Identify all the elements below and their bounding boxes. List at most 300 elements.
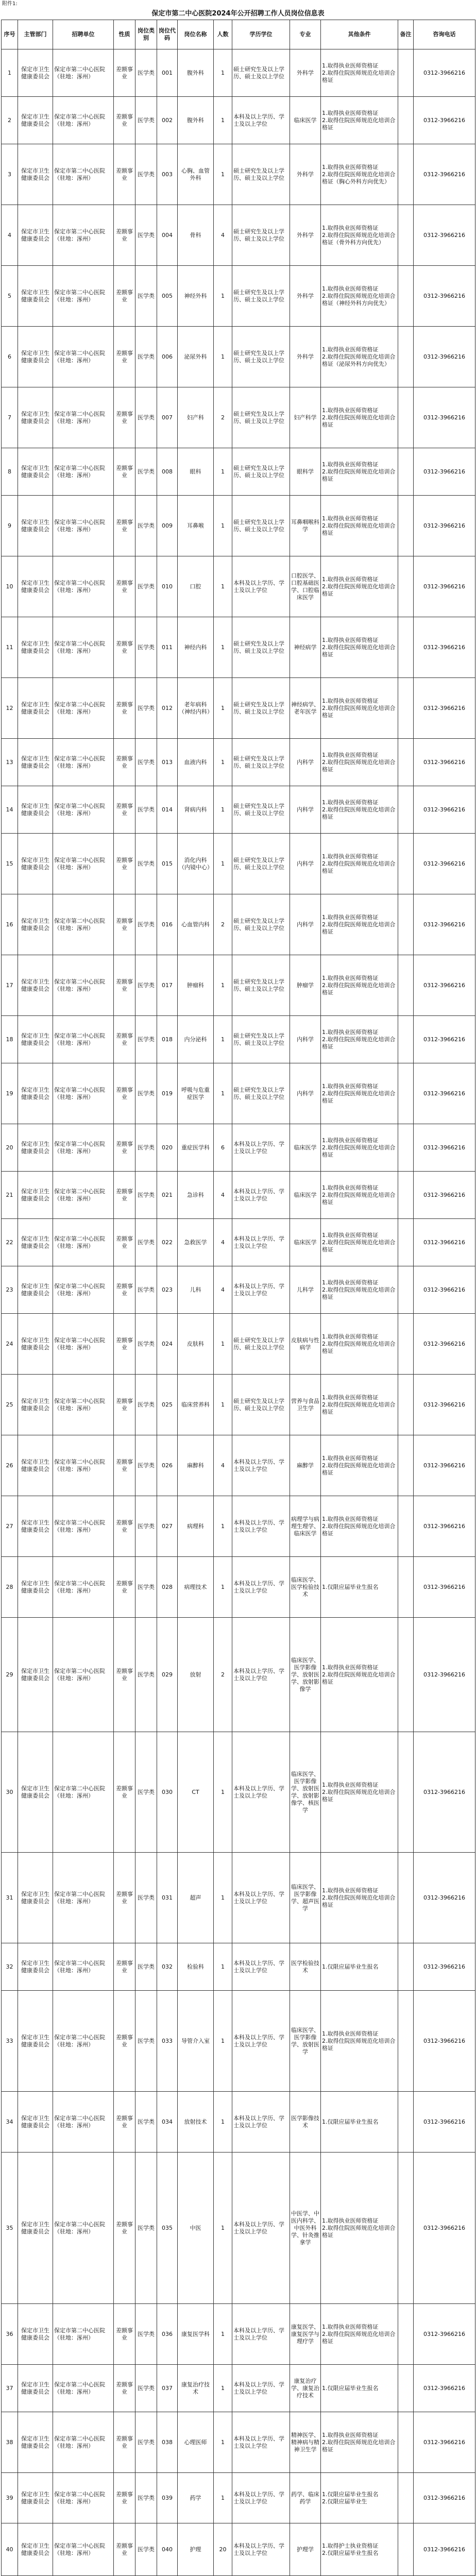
requirements-cell: 1.仅限应届毕业生报名	[321, 1557, 398, 1618]
headcount-cell: 1	[214, 97, 232, 144]
requirements-cell: 1.取得执业医师资格证 2.取得住院医师规范化培训合格证	[321, 617, 398, 678]
employer-cell: 保定市第二中心医院（驻地：涿州）	[53, 1943, 114, 1991]
nature-cell: 差额事业	[114, 1266, 135, 1314]
nature-cell: 差额事业	[114, 2092, 135, 2153]
major-cell: 外科学	[290, 144, 321, 205]
education-cell: 本科及以上学历、学士及以上学位	[232, 1618, 290, 1732]
employer-cell: 保定市第二中心医院（驻地：涿州）	[53, 1496, 114, 1557]
nature-cell: 差额事业	[114, 834, 135, 894]
department-cell: 保定市卫生健康委员会	[18, 1375, 53, 1435]
employer-cell: 保定市第二中心医院（驻地：涿州）	[53, 1435, 114, 1496]
remarks-cell	[398, 1732, 414, 1853]
requirements-cell: 1.仅限应届毕业生报名	[321, 2092, 398, 2153]
headcount-cell: 20	[214, 2523, 232, 2576]
header-cell: 主管部门	[18, 20, 53, 49]
phone-cell: 0312-3966216	[414, 1016, 475, 1063]
row-number-cell: 6	[2, 327, 18, 387]
nature-cell: 差额事业	[114, 2365, 135, 2412]
headcount-cell: 1	[214, 1732, 232, 1853]
nature-cell: 差额事业	[114, 2412, 135, 2473]
department-cell: 保定市卫生健康委员会	[18, 834, 53, 894]
requirements-cell: 1.取得执业医师资格证 2.取得住院医师规范化培训合格证	[321, 1063, 398, 1124]
major-cell: 康复治疗学、康复治疗技术	[290, 2365, 321, 2412]
row-number-cell: 3	[2, 144, 18, 205]
education-cell: 本科及以上学历、学士及以上学位	[232, 97, 290, 144]
post-code-cell: 025	[157, 1375, 178, 1435]
education-cell: 硕士研究生及以上学历、硕士及以上学位	[232, 955, 290, 1016]
department-cell: 保定市卫生健康委员会	[18, 1557, 53, 1618]
post-code-cell: 022	[157, 1219, 178, 1266]
table-row	[2, 327, 475, 387]
headcount-cell: 1	[214, 2092, 232, 2153]
phone-cell: 0312-3966216	[414, 2473, 475, 2523]
phone-cell: 0312-3966216	[414, 786, 475, 834]
row-number-cell: 40	[2, 2523, 18, 2576]
category-cell: 医学类	[135, 1124, 157, 1172]
employer-cell: 保定市第二中心医院（驻地：涿州）	[53, 2153, 114, 2304]
post-code-cell: 031	[157, 1853, 178, 1943]
major-cell: 儿科学	[290, 1266, 321, 1314]
department-cell: 保定市卫生健康委员会	[18, 1124, 53, 1172]
post-name-cell: 心理医师	[178, 2412, 214, 2473]
table-row	[2, 97, 475, 144]
major-cell: 临床医学、医学影像学、放射医学	[290, 1991, 321, 2092]
table-row	[2, 834, 475, 894]
requirements-cell: 1.取得执业医师资格证 2.取得住院医师规范化培训合格证	[321, 1991, 398, 2092]
education-cell: 本科及以上学历、学士及以上学位	[232, 1557, 290, 1618]
post-name-cell: 神经内科	[178, 617, 214, 678]
nature-cell: 差额事业	[114, 1943, 135, 1991]
education-cell: 本科及以上学历、学士及以上学位	[232, 2473, 290, 2523]
major-cell: 临床医学、医学影像学、超声医学	[290, 1853, 321, 1943]
nature-cell: 差额事业	[114, 894, 135, 955]
employer-cell: 保定市第二中心医院（驻地：涿州）	[53, 1124, 114, 1172]
remarks-cell	[398, 1266, 414, 1314]
post-name-cell: 急诊科	[178, 1172, 214, 1219]
post-code-cell: 004	[157, 205, 178, 266]
education-cell: 本科及以上学历、学士及以上学位	[232, 2523, 290, 2576]
table-row	[2, 2304, 475, 2365]
employer-cell: 保定市第二中心医院（驻地：涿州）	[53, 1219, 114, 1266]
requirements-cell: 1.取得执业医师资格证 2.取得住院医师规范化培训合格证	[321, 448, 398, 496]
table-row	[2, 1063, 475, 1124]
department-cell: 保定市卫生健康委员会	[18, 2092, 53, 2153]
header-row	[2, 20, 475, 49]
major-cell: 内科学	[290, 834, 321, 894]
phone-cell: 0312-3966216	[414, 1557, 475, 1618]
phone-cell: 0312-3966216	[414, 327, 475, 387]
category-cell: 医学类	[135, 786, 157, 834]
post-code-cell: 006	[157, 327, 178, 387]
employer-cell: 保定市第二中心医院（驻地：涿州）	[53, 144, 114, 205]
row-number-cell: 11	[2, 617, 18, 678]
remarks-cell	[398, 894, 414, 955]
table-row	[2, 1219, 475, 1266]
phone-cell: 0312-3966216	[414, 1219, 475, 1266]
post-code-cell: 017	[157, 955, 178, 1016]
education-cell: 硕士研究生及以上学历、硕士及以上学位	[232, 144, 290, 205]
remarks-cell	[398, 144, 414, 205]
table-row	[2, 2153, 475, 2304]
post-name-cell: 康复治疗技术	[178, 2365, 214, 2412]
nature-cell: 差额事业	[114, 739, 135, 786]
post-code-cell: 018	[157, 1016, 178, 1063]
employer-cell: 保定市第二中心医院（驻地：涿州）	[53, 496, 114, 556]
education-cell: 硕士研究生及以上学历、硕士及以上学位	[232, 266, 290, 327]
requirements-cell: 1.取得执业医师资格证 2.取得住院医师规范化培训合格证	[321, 1618, 398, 1732]
table-row	[2, 1853, 475, 1943]
education-cell: 硕士研究生及以上学历、硕士及以上学位	[232, 496, 290, 556]
phone-cell: 0312-3966216	[414, 1172, 475, 1219]
education-cell: 硕士研究生及以上学历、硕士及以上学位	[232, 1016, 290, 1063]
major-cell: 临床医学、医学检验技术	[290, 1557, 321, 1618]
education-cell: 硕士研究生及以上学历、硕士及以上学位	[232, 1314, 290, 1375]
requirements-cell: 1.取得执业医师资格证 2.取得住院医师规范化培训合格证	[321, 1266, 398, 1314]
phone-cell: 0312-3966216	[414, 1732, 475, 1853]
major-cell: 临床医学、医学影像学、放射医学、放射影像学	[290, 1618, 321, 1732]
requirements-cell: 1.取得执业医师资格证 2.取得住院医师规范化培训合格证	[321, 894, 398, 955]
major-cell: 医学检验技术	[290, 1943, 321, 1991]
post-name-cell: 腹外科	[178, 97, 214, 144]
post-name-cell: 腹外科	[178, 49, 214, 97]
post-name-cell: 内分泌科	[178, 1016, 214, 1063]
header-cell: 人数	[214, 20, 232, 49]
remarks-cell	[398, 739, 414, 786]
employer-cell: 保定市第二中心医院（驻地：涿州）	[53, 387, 114, 448]
category-cell: 医学类	[135, 834, 157, 894]
table-row	[2, 1172, 475, 1219]
major-cell: 内科学	[290, 786, 321, 834]
department-cell: 保定市卫生健康委员会	[18, 678, 53, 739]
phone-cell: 0312-3966216	[414, 49, 475, 97]
department-cell: 保定市卫生健康委员会	[18, 1991, 53, 2092]
phone-cell: 0312-3966216	[414, 2092, 475, 2153]
post-name-cell: 口腔	[178, 556, 214, 617]
department-cell: 保定市卫生健康委员会	[18, 739, 53, 786]
major-cell: 内科学	[290, 894, 321, 955]
nature-cell: 差额事业	[114, 496, 135, 556]
remarks-cell	[398, 1063, 414, 1124]
requirements-cell: 1.取得执业医师资格证 2.取得住院医师规范化培训合格证	[321, 2153, 398, 2304]
remarks-cell	[398, 1991, 414, 2092]
post-name-cell: 呼吸与危重症医学	[178, 1063, 214, 1124]
requirements-cell: 1.取得执业医师资格证 2.取得住院医师规范化培训合格证	[321, 739, 398, 786]
department-cell: 保定市卫生健康委员会	[18, 2153, 53, 2304]
department-cell: 保定市卫生健康委员会	[18, 786, 53, 834]
category-cell: 医学类	[135, 144, 157, 205]
remarks-cell	[398, 2092, 414, 2153]
education-cell: 本科及以上学历、学士及以上学位	[232, 2092, 290, 2153]
employer-cell: 保定市第二中心医院（驻地：涿州）	[53, 2473, 114, 2523]
table-row	[2, 1557, 475, 1618]
major-cell: 内科学	[290, 739, 321, 786]
row-number-cell: 30	[2, 1732, 18, 1853]
phone-cell: 0312-3966216	[414, 2523, 475, 2576]
remarks-cell	[398, 1219, 414, 1266]
table-row	[2, 894, 475, 955]
remarks-cell	[398, 1435, 414, 1496]
table-row	[2, 1375, 475, 1435]
headcount-cell: 2	[214, 1618, 232, 1732]
row-number-cell: 18	[2, 1016, 18, 1063]
education-cell: 硕士研究生及以上学历、硕士及以上学位	[232, 327, 290, 387]
employer-cell: 保定市第二中心医院（驻地：涿州）	[53, 894, 114, 955]
remarks-cell	[398, 1314, 414, 1375]
post-code-cell: 007	[157, 387, 178, 448]
requirements-cell: 1.取得执业医师资格证 2.取得住院医师规范化培训合格证	[321, 496, 398, 556]
row-number-cell: 17	[2, 955, 18, 1016]
major-cell: 外科学	[290, 49, 321, 97]
employer-cell: 保定市第二中心医院（驻地：涿州）	[53, 327, 114, 387]
requirements-cell: 1.取得执业医师资格证 2.取得住院医师规范化培训合格证	[321, 1496, 398, 1557]
nature-cell: 差额事业	[114, 1314, 135, 1375]
table-row	[2, 739, 475, 786]
nature-cell: 差额事业	[114, 1991, 135, 2092]
post-name-cell: 护理	[178, 2523, 214, 2576]
education-cell: 硕士研究生及以上学历、硕士及以上学位	[232, 678, 290, 739]
header-cell: 岗位代码	[157, 20, 178, 49]
row-number-cell: 23	[2, 1266, 18, 1314]
education-cell: 本科及以上学历、学士及以上学位	[232, 1219, 290, 1266]
category-cell: 医学类	[135, 2304, 157, 2365]
headcount-cell: 1	[214, 1314, 232, 1375]
headcount-cell: 4	[214, 1266, 232, 1314]
category-cell: 医学类	[135, 617, 157, 678]
nature-cell: 差额事业	[114, 1557, 135, 1618]
requirements-cell: 1.取得执业医师资格证 2.取得住院医师规范化培训合格证	[321, 1016, 398, 1063]
positions-table	[1, 20, 475, 2576]
row-number-cell: 5	[2, 266, 18, 327]
table-row	[2, 1266, 475, 1314]
major-cell: 临床医学、医学影像学、放射医学、放射影像学、核医学	[290, 1732, 321, 1853]
requirements-cell: 1.取得执业医师资格证 2.取得住院医师规范化培训合格证	[321, 1853, 398, 1943]
post-name-cell: 眼科	[178, 448, 214, 496]
post-code-cell: 003	[157, 144, 178, 205]
category-cell: 医学类	[135, 1063, 157, 1124]
phone-cell: 0312-3966216	[414, 2365, 475, 2412]
headcount-cell: 1	[214, 266, 232, 327]
phone-cell: 0312-3966216	[414, 1314, 475, 1375]
category-cell: 医学类	[135, 678, 157, 739]
nature-cell: 差额事业	[114, 556, 135, 617]
table-row	[2, 1943, 475, 1991]
headcount-cell: 1	[214, 1943, 232, 1991]
header-cell: 其他条件	[321, 20, 398, 49]
post-code-cell: 037	[157, 2365, 178, 2412]
major-cell: 皮肤病与性病学	[290, 1314, 321, 1375]
category-cell: 医学类	[135, 1943, 157, 1991]
table-row	[2, 556, 475, 617]
post-code-cell: 013	[157, 739, 178, 786]
remarks-cell	[398, 2412, 414, 2473]
headcount-cell: 1	[214, 327, 232, 387]
post-code-cell: 021	[157, 1172, 178, 1219]
phone-cell: 0312-3966216	[414, 448, 475, 496]
header-cell: 备注	[398, 20, 414, 49]
table-row	[2, 1435, 475, 1496]
department-cell: 保定市卫生健康委员会	[18, 205, 53, 266]
employer-cell: 保定市第二中心医院（驻地：涿州）	[53, 1063, 114, 1124]
headcount-cell: 1	[214, 678, 232, 739]
education-cell: 本科及以上学历、学士及以上学位	[232, 2412, 290, 2473]
department-cell: 保定市卫生健康委员会	[18, 97, 53, 144]
department-cell: 保定市卫生健康委员会	[18, 144, 53, 205]
table-row	[2, 2092, 475, 2153]
table-row	[2, 955, 475, 1016]
major-cell: 医学影像技术	[290, 2092, 321, 2153]
requirements-cell: 1.仅限应届毕业生报名	[321, 1943, 398, 1991]
post-code-cell: 039	[157, 2473, 178, 2523]
employer-cell: 保定市第二中心医院（驻地：涿州）	[53, 1172, 114, 1219]
employer-cell: 保定市第二中心医院（驻地：涿州）	[53, 266, 114, 327]
header-cell: 专业	[290, 20, 321, 49]
row-number-cell: 29	[2, 1618, 18, 1732]
post-code-cell: 030	[157, 1732, 178, 1853]
post-name-cell: 重症医学科	[178, 1124, 214, 1172]
phone-cell: 0312-3966216	[414, 1853, 475, 1943]
employer-cell: 保定市第二中心医院（驻地：涿州）	[53, 1991, 114, 2092]
employer-cell: 保定市第二中心医院（驻地：涿州）	[53, 617, 114, 678]
category-cell: 医学类	[135, 2473, 157, 2523]
headcount-cell: 6	[214, 1124, 232, 1172]
headcount-cell: 1	[214, 2412, 232, 2473]
remarks-cell	[398, 97, 414, 144]
post-code-cell: 008	[157, 448, 178, 496]
headcount-cell: 1	[214, 1375, 232, 1435]
post-code-cell: 028	[157, 1557, 178, 1618]
department-cell: 保定市卫生健康委员会	[18, 49, 53, 97]
education-cell: 硕士研究生及以上学历、硕士及以上学位	[232, 894, 290, 955]
row-number-cell: 24	[2, 1314, 18, 1375]
requirements-cell: 1.仅限应届毕业生报名 2.仅限应届毕业生	[321, 2473, 398, 2523]
phone-cell: 0312-3966216	[414, 2153, 475, 2304]
nature-cell: 差额事业	[114, 1618, 135, 1732]
category-cell: 医学类	[135, 1618, 157, 1732]
department-cell: 保定市卫生健康委员会	[18, 1016, 53, 1063]
department-cell: 保定市卫生健康委员会	[18, 496, 53, 556]
post-code-cell: 015	[157, 834, 178, 894]
row-number-cell: 31	[2, 1853, 18, 1943]
major-cell: 麻醉学	[290, 1435, 321, 1496]
nature-cell: 差额事业	[114, 97, 135, 144]
remarks-cell	[398, 2304, 414, 2365]
row-number-cell: 9	[2, 496, 18, 556]
remarks-cell	[398, 387, 414, 448]
major-cell: 外科学	[290, 266, 321, 327]
table-row	[2, 2523, 475, 2576]
requirements-cell: 1.取得护士执业资格证 2.仅限应届毕业生报名	[321, 2523, 398, 2576]
nature-cell: 差额事业	[114, 617, 135, 678]
department-cell: 保定市卫生健康委员会	[18, 1943, 53, 1991]
remarks-cell	[398, 1016, 414, 1063]
education-cell: 硕士研究生及以上学历、硕士及以上学位	[232, 739, 290, 786]
category-cell: 医学类	[135, 1266, 157, 1314]
category-cell: 医学类	[135, 955, 157, 1016]
department-cell: 保定市卫生健康委员会	[18, 1496, 53, 1557]
education-cell: 硕士研究生及以上学历、硕士及以上学位	[232, 205, 290, 266]
header-cell: 咨询电话	[414, 20, 475, 49]
headcount-cell: 1	[214, 496, 232, 556]
category-cell: 医学类	[135, 1016, 157, 1063]
category-cell: 医学类	[135, 205, 157, 266]
table-row	[2, 266, 475, 327]
post-code-cell: 019	[157, 1063, 178, 1124]
department-cell: 保定市卫生健康委员会	[18, 448, 53, 496]
phone-cell: 0312-3966216	[414, 387, 475, 448]
post-name-cell: 老年病科（神经内科）	[178, 678, 214, 739]
phone-cell: 0312-3966216	[414, 205, 475, 266]
post-code-cell: 016	[157, 894, 178, 955]
requirements-cell: 1.取得执业医师资格证 2.取得住院医师规范化培训合格证（胸心外科方向优先）	[321, 144, 398, 205]
remarks-cell	[398, 496, 414, 556]
remarks-cell	[398, 1618, 414, 1732]
remarks-cell	[398, 617, 414, 678]
nature-cell: 差额事业	[114, 678, 135, 739]
row-number-cell: 16	[2, 894, 18, 955]
post-name-cell: 病理科	[178, 1496, 214, 1557]
major-cell: 内科学	[290, 1016, 321, 1063]
post-name-cell: 妇产科	[178, 387, 214, 448]
nature-cell: 差额事业	[114, 955, 135, 1016]
category-cell: 医学类	[135, 2412, 157, 2473]
phone-cell: 0312-3966216	[414, 894, 475, 955]
row-number-cell: 39	[2, 2473, 18, 2523]
post-name-cell: CT	[178, 1732, 214, 1853]
post-code-cell: 036	[157, 2304, 178, 2365]
education-cell: 本科及以上学历、学士及以上学位	[232, 1435, 290, 1496]
phone-cell: 0312-3966216	[414, 496, 475, 556]
major-cell: 神经病学、老年医学	[290, 678, 321, 739]
education-cell: 本科及以上学历、学士及以上学位	[232, 2153, 290, 2304]
header-cell: 招聘单位	[53, 20, 114, 49]
post-code-cell: 024	[157, 1314, 178, 1375]
major-cell: 妇产科学	[290, 387, 321, 448]
nature-cell: 差额事业	[114, 1853, 135, 1943]
post-name-cell: 血液内科	[178, 739, 214, 786]
post-code-cell: 005	[157, 266, 178, 327]
nature-cell: 差额事业	[114, 387, 135, 448]
category-cell: 医学类	[135, 556, 157, 617]
row-number-cell: 33	[2, 1991, 18, 2092]
row-number-cell: 21	[2, 1172, 18, 1219]
post-name-cell: 耳鼻喉	[178, 496, 214, 556]
nature-cell: 差额事业	[114, 2304, 135, 2365]
employer-cell: 保定市第二中心医院（驻地：涿州）	[53, 2412, 114, 2473]
education-cell: 硕士研究生及以上学历、硕士及以上学位	[232, 786, 290, 834]
remarks-cell	[398, 678, 414, 739]
major-cell: 外科学	[290, 327, 321, 387]
headcount-cell: 1	[214, 2365, 232, 2412]
post-code-cell: 020	[157, 1124, 178, 1172]
requirements-cell: 1.取得执业医师资格证 2.取得住院医师规范化培训合格证	[321, 387, 398, 448]
employer-cell: 保定市第二中心医院（驻地：涿州）	[53, 97, 114, 144]
education-cell: 硕士研究生及以上学历、硕士及以上学位	[232, 387, 290, 448]
nature-cell: 差额事业	[114, 1172, 135, 1219]
headcount-cell: 1	[214, 834, 232, 894]
remarks-cell	[398, 955, 414, 1016]
row-number-cell: 32	[2, 1943, 18, 1991]
category-cell: 医学类	[135, 1496, 157, 1557]
remarks-cell	[398, 834, 414, 894]
post-name-cell: 泌尿外科	[178, 327, 214, 387]
headcount-cell: 4	[214, 205, 232, 266]
row-number-cell: 37	[2, 2365, 18, 2412]
department-cell: 保定市卫生健康委员会	[18, 1618, 53, 1732]
department-cell: 保定市卫生健康委员会	[18, 556, 53, 617]
nature-cell: 差额事业	[114, 2473, 135, 2523]
remarks-cell	[398, 1557, 414, 1618]
major-cell: 眼科学	[290, 448, 321, 496]
